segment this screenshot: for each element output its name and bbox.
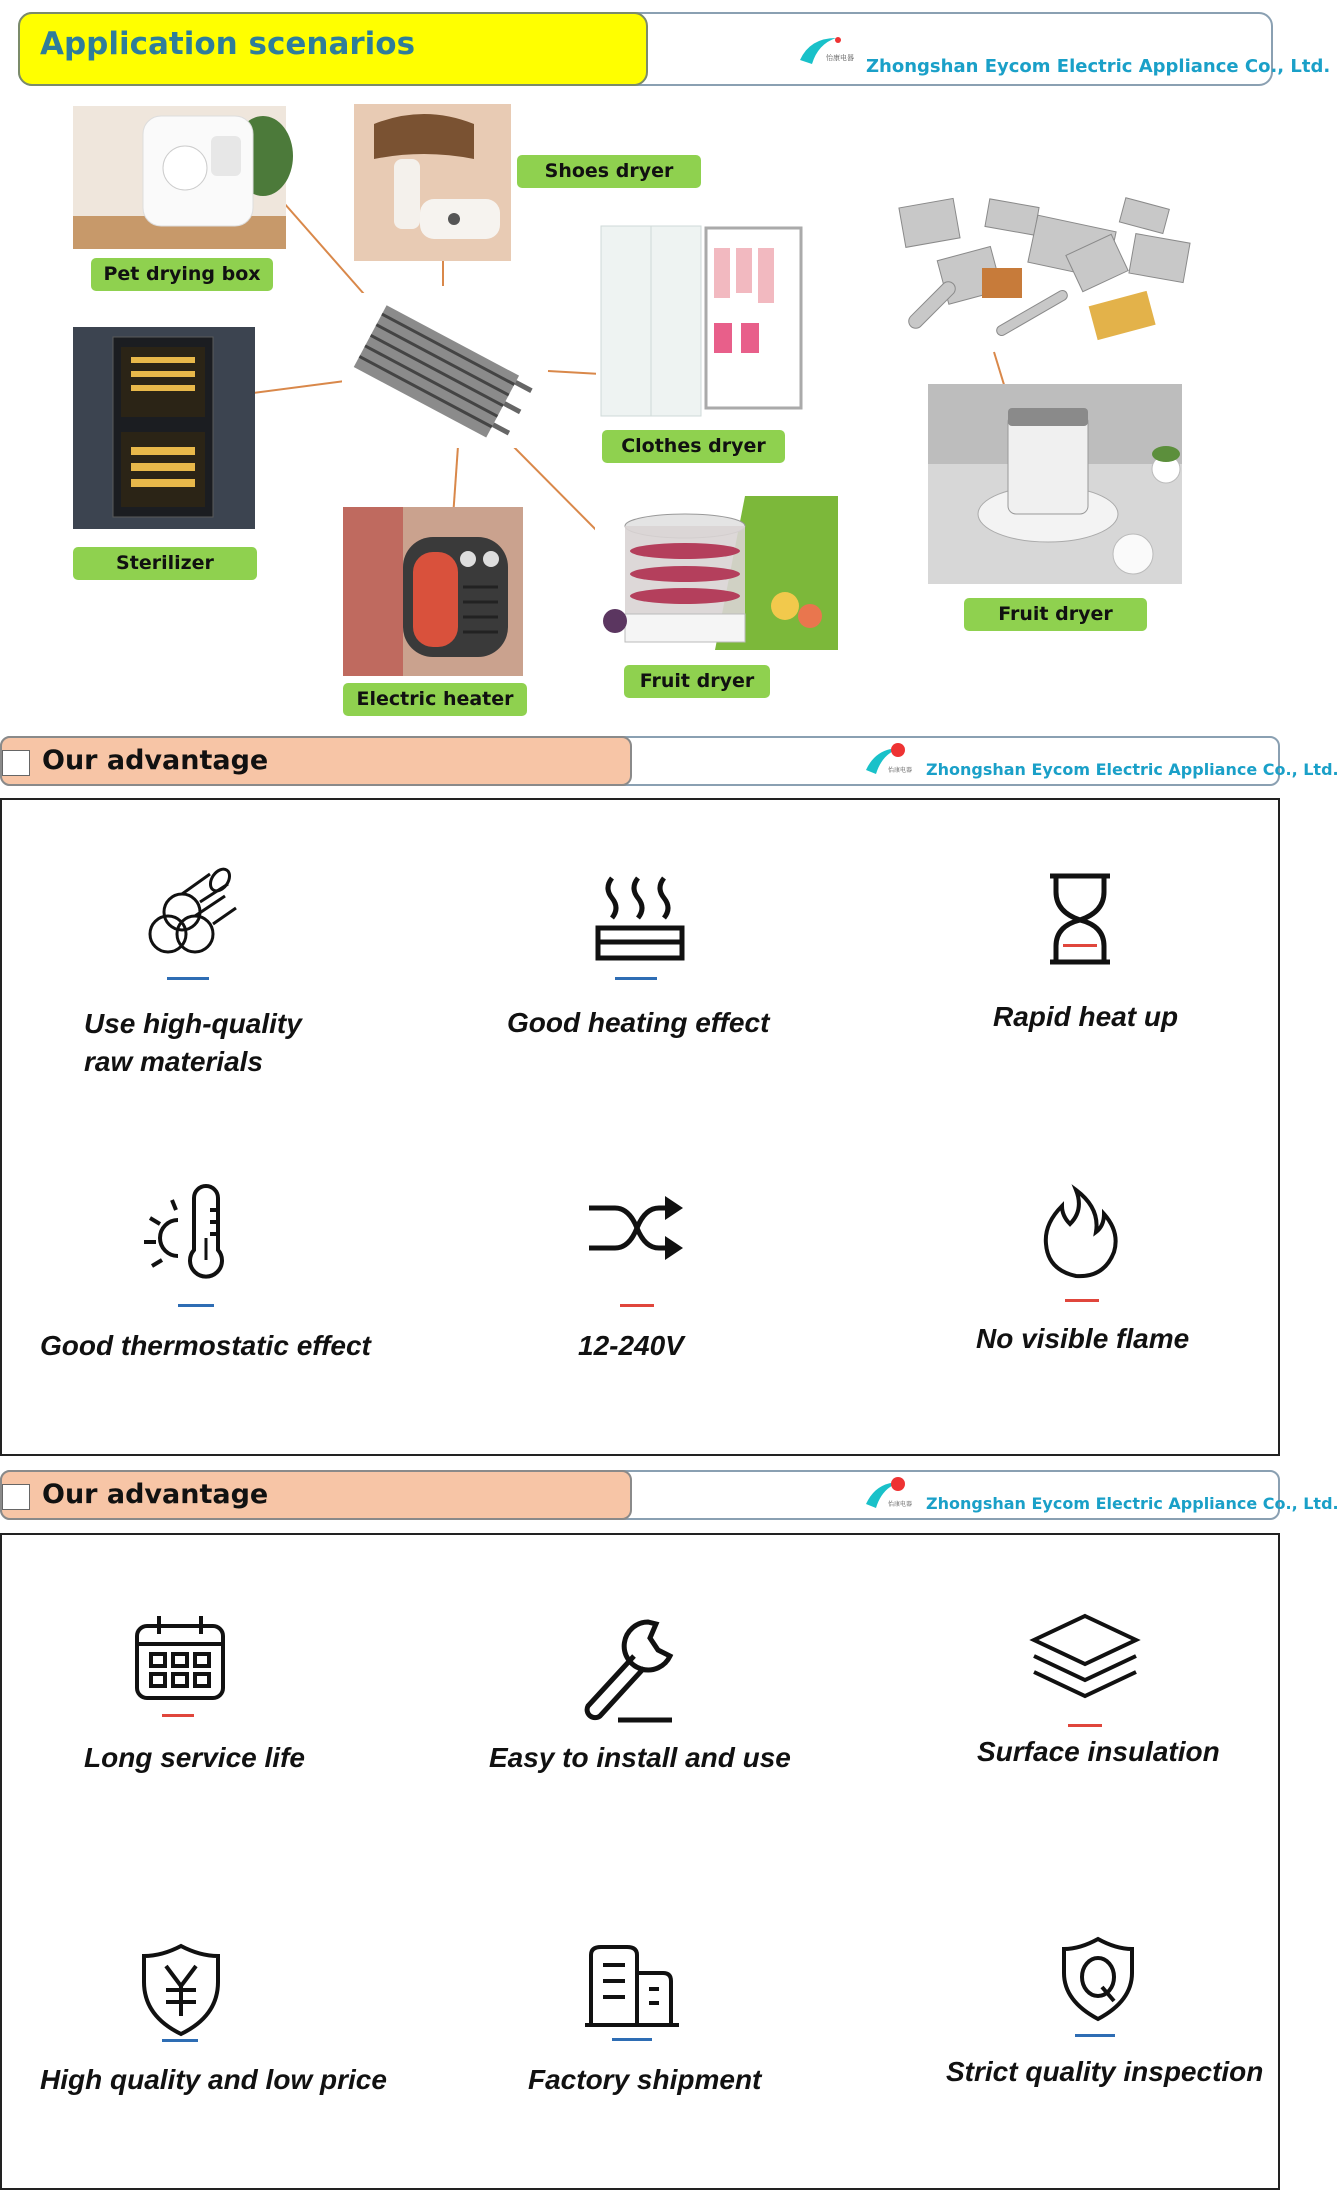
company-name: Zhongshan Eycom Electric Appliance Co., Ltd. <box>926 760 1339 779</box>
advantage-header-1 <box>0 736 1339 786</box>
svg-text:怡康电器: 怡康电器 <box>888 1501 913 1508</box>
advantage-header-banner <box>0 736 632 786</box>
section-title: Our advantage <box>42 1479 269 1510</box>
feature-underline <box>1068 1724 1102 1727</box>
section-title: Our advantage <box>42 745 269 776</box>
thermometer-icon <box>138 1190 238 1290</box>
flame-icon <box>1040 1186 1124 1282</box>
feature-underline <box>178 1304 214 1307</box>
header-checkbox-decoration <box>2 1484 30 1510</box>
section-title: Application scenarios <box>40 26 416 62</box>
feature-quality-inspection-label: Strict quality inspection <box>946 2056 1264 2087</box>
header-checkbox-decoration <box>2 750 30 776</box>
company-name: Zhongshan Eycom Electric Appliance Co., Ltd. <box>866 56 1331 77</box>
feature-underline <box>1063 944 1097 947</box>
ptc-heating-plates-photo <box>892 198 1194 348</box>
fruit-dryer-right-label: Fruit dryer <box>964 598 1147 631</box>
calendar-icon <box>133 1614 227 1702</box>
layers-icon <box>1030 1612 1140 1702</box>
feature-voltage-label: 12-240V <box>578 1330 684 1361</box>
wrench-icon <box>578 1616 686 1726</box>
company-logo <box>862 742 912 780</box>
shuffle-icon <box>585 1192 685 1272</box>
company-logo <box>862 1476 912 1514</box>
feature-surface-insulation-label: Surface insulation <box>977 1736 1220 1767</box>
advantage-header-2 <box>0 1470 1339 1520</box>
sterilizer-photo <box>73 327 255 529</box>
feature-thermostatic-label: Good thermostatic effect <box>40 1330 371 1361</box>
advantage-header-banner <box>0 1470 632 1520</box>
electric-heater-photo <box>343 507 523 676</box>
feature-underline <box>162 2039 198 2042</box>
heating-icon <box>590 870 690 970</box>
svg-text:怡康电器: 怡康电器 <box>826 54 854 62</box>
clothes-dryer-label: Clothes dryer <box>602 430 785 463</box>
cup-warmer-photo <box>928 384 1182 584</box>
sterilizer-label: Sterilizer <box>73 547 257 580</box>
building-icon <box>585 1943 681 2029</box>
pet-drying-box-label: Pet drying box <box>91 258 273 291</box>
company-name: Zhongshan Eycom Electric Appliance Co., Ltd. <box>926 1494 1339 1513</box>
raw-materials-icon <box>140 862 240 962</box>
shoes-dryer-photo <box>354 104 511 261</box>
shoes-dryer-label: Shoes dryer <box>517 155 701 188</box>
feature-underline <box>612 2038 652 2041</box>
feature-underline <box>615 977 657 980</box>
ptc-heater-element-photo <box>342 293 538 448</box>
feature-underline <box>162 1714 194 1717</box>
feature-underline <box>1075 2034 1115 2037</box>
feature-service-life-label: Long service life <box>84 1742 305 1773</box>
feature-raw-materials-line1: Use high-quality <box>84 1008 302 1039</box>
feature-no-flame-label: No visible flame <box>976 1323 1190 1354</box>
feature-underline <box>167 977 209 980</box>
electric-heater-label: Electric heater <box>343 683 527 716</box>
hourglass-icon <box>1040 872 1120 968</box>
feature-underline <box>620 1304 654 1307</box>
feature-factory-shipment-label: Factory shipment <box>528 2064 762 2095</box>
svg-text:怡康电器: 怡康电器 <box>888 767 913 774</box>
fruit-dryer-center-photo <box>595 496 838 650</box>
pet-drying-box-photo <box>73 106 286 249</box>
feature-rapid-heat-label: Rapid heat up <box>993 1001 1179 1032</box>
feature-price-label: High quality and low price <box>40 2064 387 2095</box>
clothes-dryer-photo <box>596 218 809 425</box>
fruit-dryer-center-label: Fruit dryer <box>624 665 770 698</box>
quality-shield-icon <box>1058 1935 1138 2023</box>
feature-underline <box>1065 1299 1099 1302</box>
feature-easy-install-label: Easy to install and use <box>489 1742 791 1773</box>
yen-shield-icon <box>138 1942 224 2038</box>
feature-heating-label: Good heating effect <box>507 1007 770 1038</box>
feature-raw-materials-line2: raw materials <box>84 1046 263 1077</box>
